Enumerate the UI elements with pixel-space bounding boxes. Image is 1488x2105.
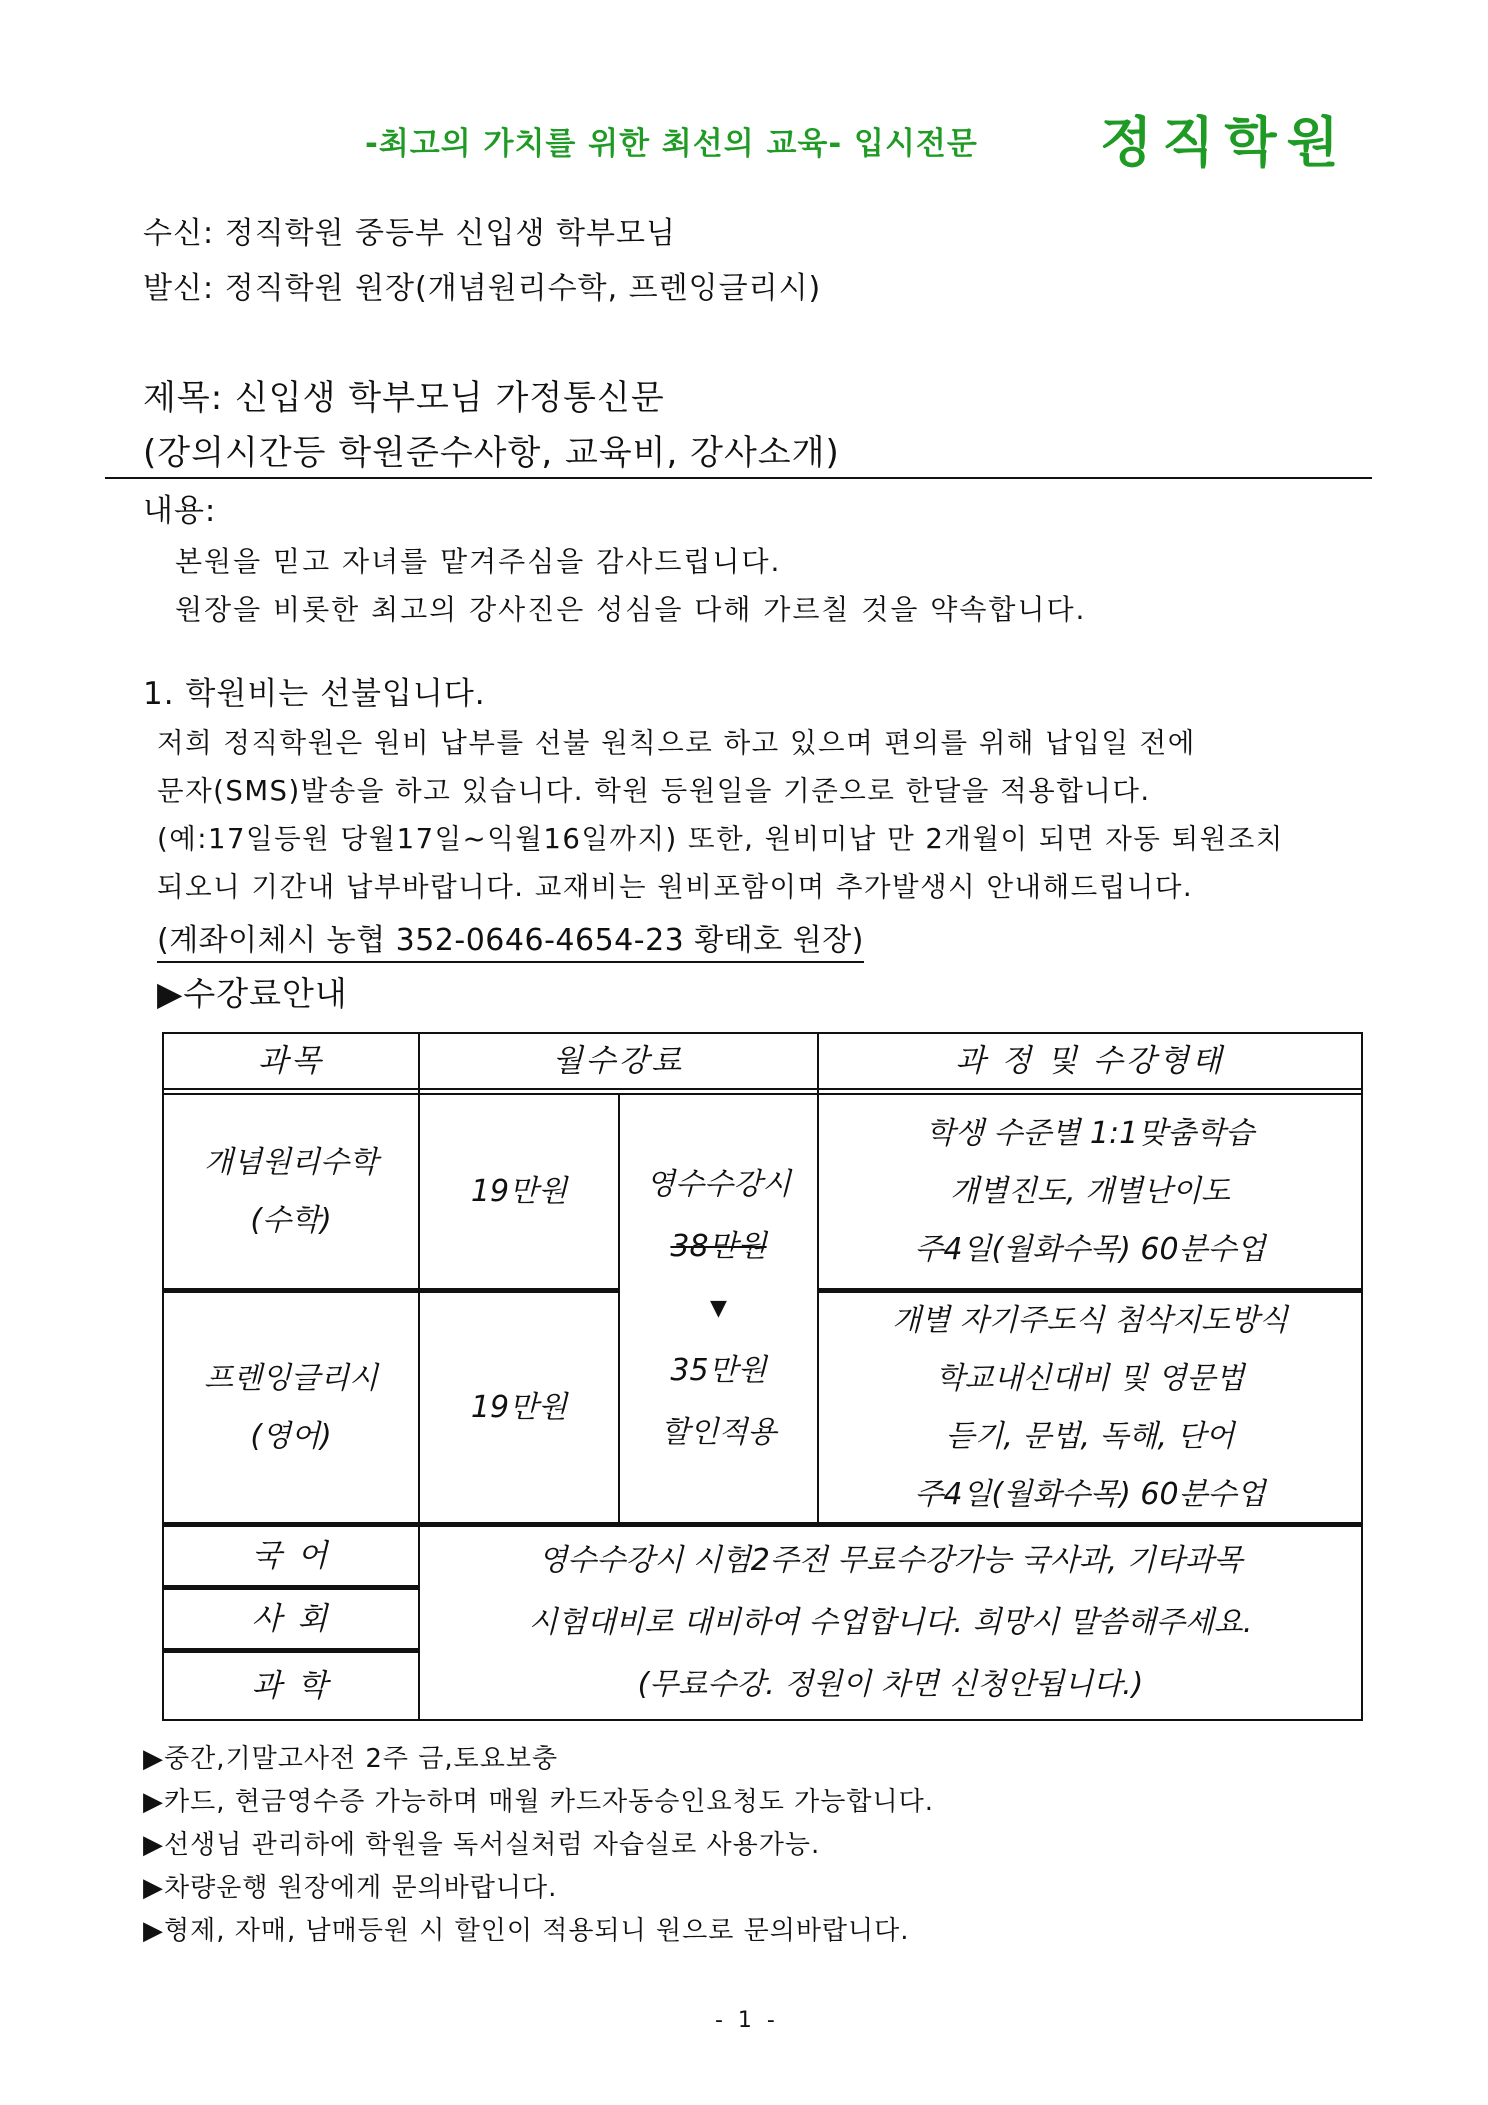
divider [105, 477, 1372, 479]
body-line: 되오니 기간내 납부바랍니다. 교재비는 원비포함이며 추가발생시 안내해드립니다. [157, 871, 1194, 903]
body-line: 문자(SMS)발송을 하고 있습니다. 학원 등원일을 기준으로 한달을 적용합니다. [157, 775, 1151, 807]
course-line: 개별진도, 개별난이도 [950, 1173, 1230, 1209]
note-item: ▶중간,기말고사전 2주 금,토요보충 [143, 1744, 559, 1774]
greeting-line: 본원을 믿고 자녀를 맡겨주심을 감사드립니다. [175, 545, 782, 578]
body-line: (예:17일등원 당월17일~익월16일까지) 또한, 원비미납 만 2개월이 되면 자동 퇴원조치 [157, 823, 1284, 855]
slogan: -최고의 가치를 위한 최선의 교육- 입시전문 [365, 126, 978, 162]
note-item: ▶차량운행 원장에게 문의바랍니다. [143, 1873, 558, 1903]
subject-category: (영어) [250, 1418, 332, 1454]
fee-heading: ▶수강료안내 [157, 974, 348, 1013]
course-math [819, 1095, 1361, 1288]
discount-price: 35만원 [670, 1353, 767, 1388]
note-item: ▶카드, 현금영수증 가능하며 매월 카드자동승인요청도 가능합니다. [143, 1787, 934, 1817]
combo-label: 영수수강시 [646, 1167, 791, 1202]
body-line: 저희 정직학원은 원비 납부를 선불 원칙으로 하고 있으며 편의를 위해 납입일 전에 [157, 727, 1196, 759]
greeting-line: 원장을 비롯한 최고의 강사진은 성심을 다해 가르칠 것을 약속합니다. [175, 593, 1087, 626]
subject-subtitle: (강의시간등 학원준수사항, 교육비, 강사소개) [143, 433, 840, 473]
course-line: 주4일(월화수목) 60분수업 [914, 1231, 1266, 1267]
discount-label: 할인적용 [660, 1415, 777, 1450]
course-line: 학생 수준별 1:1맞춤학습 [925, 1115, 1255, 1151]
subject-korean: 국 어 [251, 1538, 331, 1574]
content-label: 내용: [143, 493, 217, 529]
combo-discount [620, 1095, 817, 1523]
subject-title: 제목: 신입생 학부모님 가정통신문 [143, 378, 665, 418]
section-heading: 1. 학원비는 선불입니다. [143, 676, 486, 712]
fee-english: 19만원 [470, 1389, 568, 1425]
page-number: - 1 - [715, 2008, 779, 2033]
sender-line: 발신: 정직학원 원장(개념원리수학, 프렌잉글리시) [143, 271, 822, 306]
academy-logo: 정직학원 [1100, 111, 1349, 174]
subject-science: 과 학 [251, 1668, 331, 1704]
subject-math [164, 1095, 418, 1288]
subject-social: 사 회 [251, 1601, 331, 1637]
course-line: 듣기, 문법, 독해, 단어 [945, 1418, 1235, 1454]
fee-math: 19만원 [470, 1173, 568, 1209]
fee-table [162, 1032, 1363, 1721]
note-line: (무료수강. 정원이 차면 신청안됩니다.) [637, 1667, 1144, 1702]
note-line: 영수수강시 시험2주전 무료수강가능 국사과, 기타과목 [538, 1543, 1243, 1578]
subject-category: (수학) [250, 1202, 332, 1238]
course-line: 개별 자기주도식 첨삭지도방식 [892, 1302, 1288, 1338]
course-line: 학교내신대비 및 영문법 [935, 1360, 1245, 1396]
note-item: ▶형제, 자매, 남매등원 시 할인이 적용되니 원으로 문의바랍니다. [143, 1916, 910, 1946]
down-triangle-icon: ▼ [710, 1296, 727, 1321]
recipient-line: 수신: 정직학원 중등부 신입생 학부모님 [143, 216, 676, 251]
extra-subjects-note [420, 1527, 1361, 1719]
course-line: 주4일(월화수목) 60분수업 [914, 1476, 1266, 1512]
header-subject: 과목 [258, 1043, 324, 1079]
header-course: 과 정 및 수강형태 [955, 1043, 1225, 1079]
original-price: 38만원 [670, 1229, 767, 1264]
note-line: 시험대비로 대비하여 수업합니다. 희망시 말씀해주세요. [528, 1605, 1253, 1640]
header-monthly-fee: 월수강료 [552, 1043, 685, 1079]
note-item: ▶선생님 관리하에 학원을 독서실처럼 자습실로 사용가능. [143, 1830, 821, 1860]
subject-name: 개념원리수학 [204, 1144, 378, 1180]
subject-name: 프렌잉글리시 [204, 1360, 378, 1396]
subject-english [164, 1293, 418, 1522]
bank-account: (계좌이체시 농협 352-0646-4654-23 황태호 원장) [157, 915, 864, 963]
course-english [819, 1293, 1361, 1522]
